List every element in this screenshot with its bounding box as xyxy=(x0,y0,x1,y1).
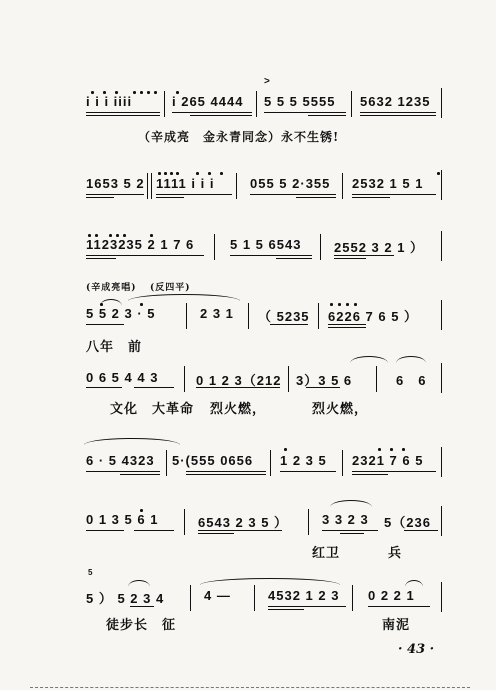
accent-mark: > xyxy=(264,76,271,87)
measure-11-notes: 2552 3 2 1 ） xyxy=(334,240,425,255)
singer-marking: (辛成亮唱) xyxy=(86,283,137,293)
measure-22-notes: 1 2 3 5 xyxy=(280,453,327,468)
measure-6-notes: 1111 i i i xyxy=(156,176,215,191)
lyrics-line-8b: 南泥 xyxy=(382,618,411,633)
measure-2-notes: i 265 4444 xyxy=(172,94,244,109)
measure-15-notes: 6226 7 6 5 ） xyxy=(328,309,419,324)
lyrics-line-7b: 兵 xyxy=(388,546,403,561)
measure-30-notes: 4532 1 2 3 xyxy=(268,588,340,603)
measure-16-notes: 0 6 5 4 4 3 xyxy=(86,370,159,385)
measure-29-notes: 4 — xyxy=(204,588,231,603)
measure-17-notes: 0 1 2 3（212 xyxy=(196,373,282,388)
page-number: · 43 · xyxy=(398,642,435,657)
measure-8-notes: 2532 1 5 1 xyxy=(352,176,424,191)
lyrics-line-8a: 徒步长 征 xyxy=(106,618,177,633)
measure-12-notes: 5 5 2 3 · 5 xyxy=(86,306,156,321)
measure-26-notes: 3 3 2 3 xyxy=(322,512,369,527)
measure-23-notes: 2321 7 6 5 xyxy=(352,453,424,468)
lyrics-line-5c: 烈火燃， xyxy=(312,402,369,417)
measure-24-notes: 0 1 3 5 6 1 xyxy=(86,512,159,527)
measure-14-notes: （ 5235 xyxy=(258,309,310,324)
measure-25-notes: 6543 2 3 5 ） xyxy=(198,515,289,530)
measure-10-notes: 5 1 5 6543 xyxy=(230,237,302,252)
measure-5-notes: 1653 5 2 xyxy=(86,176,145,191)
lyrics-line-7a: 红卫 xyxy=(312,546,341,561)
measure-9-notes: 1123235 2 1 7 6 xyxy=(86,237,195,252)
measure-27-notes: 5（236 xyxy=(384,515,431,530)
grace-note: 5 xyxy=(88,568,94,577)
measure-20-notes: 6 · 5 4323 xyxy=(86,453,155,468)
mode-marking: (反四平) xyxy=(150,283,191,293)
lyrics-line-5a: 文化 大革命 xyxy=(110,402,195,417)
measure-28-notes: 5 ） 5 2 3 4 xyxy=(86,591,165,606)
measure-18-notes: 3）3 5 6 xyxy=(296,373,353,388)
measure-3-notes: 5 5 5 5555 xyxy=(264,94,336,109)
measure-1-notes: i i i iiii xyxy=(86,94,133,109)
footer-rule xyxy=(30,687,470,688)
measure-4-notes: 5632 1235 xyxy=(360,94,431,109)
measure-13-notes: 2 3 1 xyxy=(200,306,234,321)
measure-31-notes: 0 2 2 1 xyxy=(368,588,415,603)
lyrics-line-1: （辛成亮 金永青同念）永不生锈! xyxy=(138,130,340,144)
lyrics-line-4: 八年 前 xyxy=(86,340,143,355)
measure-7-notes: 055 5 2·355 xyxy=(250,176,331,191)
lyrics-line-5b: 烈火燃， xyxy=(210,402,267,417)
measure-21-notes: 5·(555 0656 xyxy=(172,453,254,468)
measure-19-notes: 6 6 xyxy=(396,373,427,388)
